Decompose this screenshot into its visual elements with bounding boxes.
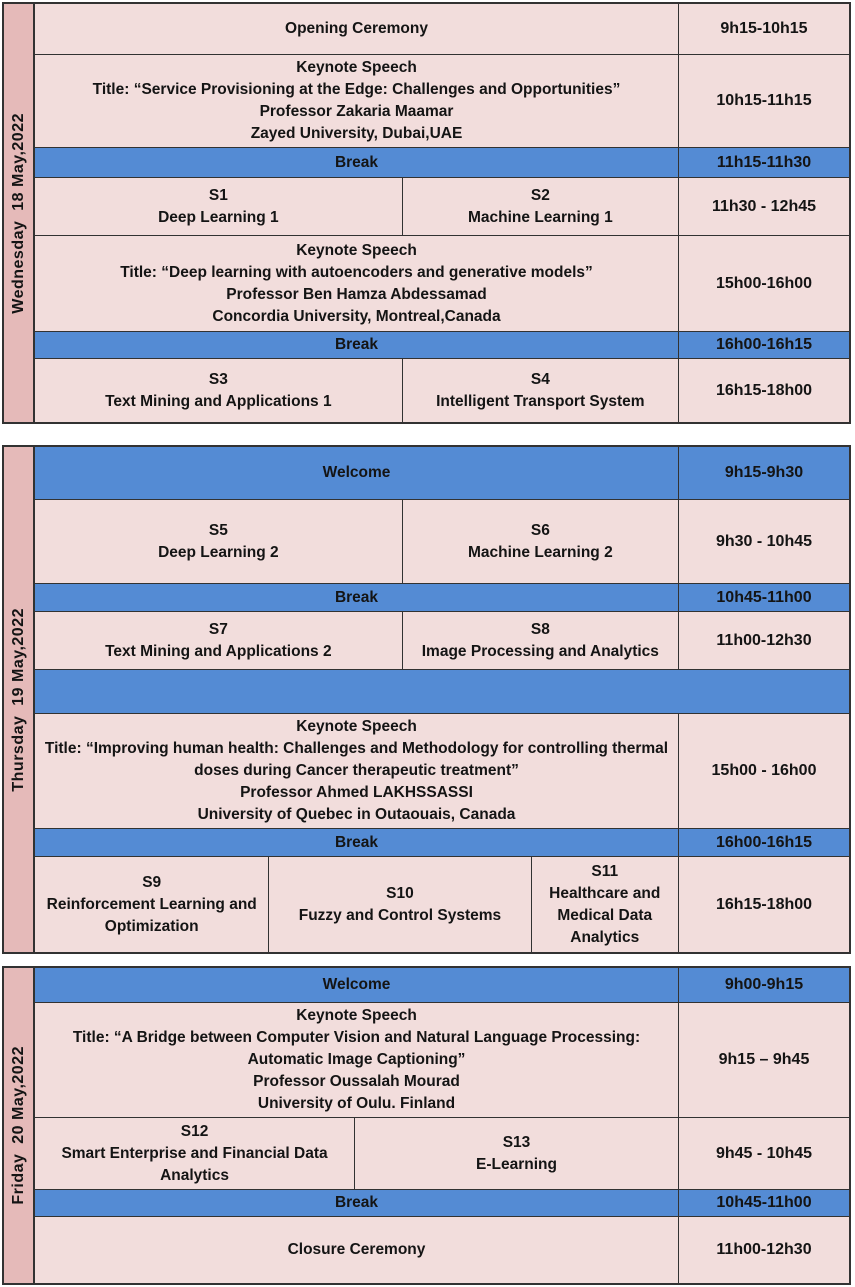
time-text: 9h15-9h30	[724, 464, 804, 481]
time-cell	[679, 178, 849, 235]
schedule-table-friday	[2, 966, 851, 1285]
rows-container	[35, 447, 849, 952]
event-text: Professor Ahmed LAKHSSASSI	[240, 784, 473, 801]
time-cell	[679, 148, 849, 177]
time-cell	[679, 612, 849, 669]
event-text: Closure Ceremony	[287, 1241, 426, 1258]
session-row	[35, 1003, 849, 1118]
row-content	[35, 4, 679, 54]
time-text: 15h00-16h00	[715, 274, 813, 292]
event-text: S2	[530, 186, 550, 204]
time-cell	[679, 359, 849, 422]
time-text: 9h15-10h15	[720, 20, 808, 37]
rows-container	[35, 4, 849, 422]
row-content	[35, 500, 679, 583]
time-cell	[679, 1003, 849, 1117]
break-row	[35, 148, 849, 178]
break-row	[35, 968, 849, 1003]
event-text: Keynote Speech	[296, 1007, 417, 1024]
event-text: Healthcare and Medical Data Analytics	[549, 884, 661, 946]
row-content	[35, 829, 679, 856]
event-cell	[35, 584, 679, 611]
event-cell	[35, 236, 679, 331]
event-text: University of Quebec in Outaouais, Canada	[197, 806, 516, 823]
time-text: 16h15-18h00	[715, 381, 813, 399]
event-text: Concordia University, Montreal,Canada	[212, 307, 501, 325]
event-cell	[35, 148, 679, 177]
event-text: Keynote Speech	[296, 241, 417, 259]
time-text: 11h00-12h30	[716, 1241, 812, 1258]
row-content	[35, 447, 679, 499]
session-row	[35, 236, 849, 332]
time-cell	[679, 857, 849, 952]
time-cell	[679, 829, 849, 856]
event-cell	[35, 4, 679, 54]
event-text: Fuzzy and Control Systems	[298, 906, 502, 924]
event-cell	[35, 670, 849, 713]
event-cell	[532, 857, 679, 952]
event-cell	[35, 178, 403, 235]
session-row	[35, 714, 849, 829]
event-text: Machine Learning 1	[468, 208, 613, 226]
time-text: 10h45-11h00	[716, 1194, 812, 1211]
time-text: 15h00 - 16h00	[711, 762, 817, 779]
event-text: Smart Enterprise and Financial Data Analytics	[61, 1144, 328, 1184]
time-cell	[679, 584, 849, 611]
time-text: 10h45-11h00	[716, 588, 812, 606]
event-text: Text Mining and Applications 2	[105, 642, 332, 660]
event-text: Professor Zakaria Maamar	[259, 103, 454, 120]
event-text: Machine Learning 2	[468, 543, 613, 561]
time-text: 16h15-18h00	[715, 895, 813, 913]
event-cell	[35, 447, 679, 499]
row-content	[35, 148, 679, 177]
event-text: Break	[334, 153, 379, 171]
date-label: Thursday 19 May,2022	[9, 607, 27, 792]
row-content	[35, 857, 679, 952]
event-cell	[403, 612, 679, 669]
row-content	[35, 1003, 679, 1117]
row-content	[35, 612, 679, 669]
schedule-table-thursday	[2, 445, 851, 954]
session-row	[35, 4, 849, 55]
event-text: Deep Learning 2	[158, 543, 279, 561]
time-cell	[679, 968, 849, 1002]
event-cell	[35, 500, 403, 583]
time-cell	[679, 332, 849, 358]
time-cell	[679, 500, 849, 583]
event-text: Title: “Deep learning with autoencoders and generative models”	[120, 263, 593, 281]
event-text: S11	[591, 862, 619, 880]
break-row	[35, 447, 849, 500]
break-row	[35, 1190, 849, 1217]
event-text: S7	[208, 620, 228, 638]
time-cell	[679, 236, 849, 331]
event-cell	[355, 1118, 679, 1189]
session-row	[35, 612, 849, 670]
event-text: Image Processing and Analytics	[421, 642, 659, 660]
date-label: Friday 20 May,2022	[9, 1046, 27, 1205]
row-content	[35, 332, 679, 358]
event-text: S3	[208, 370, 228, 388]
event-text: Welcome	[322, 976, 391, 993]
time-text: 11h30 - 12h45	[711, 197, 817, 215]
event-text: S12	[180, 1122, 209, 1140]
date-column	[4, 968, 35, 1283]
empty-break-row	[35, 670, 849, 714]
event-text: S8	[530, 620, 550, 638]
event-text: University of Oulu. Finland	[257, 1095, 456, 1112]
event-text: S9	[142, 873, 162, 891]
row-content	[35, 670, 849, 713]
time-cell	[679, 1217, 849, 1283]
event-cell	[35, 968, 679, 1002]
row-content	[35, 968, 679, 1002]
date-column	[4, 4, 35, 422]
event-text: S4	[530, 370, 550, 388]
session-row	[35, 359, 849, 422]
session-row	[35, 857, 849, 952]
event-cell	[35, 1190, 679, 1216]
event-text: Keynote Speech	[296, 718, 417, 735]
row-content	[35, 178, 679, 235]
session-row	[35, 1118, 849, 1190]
event-text: Title: “Improving human health: Challenges and Methodology for controlling thermal doses during Cancer therapeutic treatment”	[44, 740, 669, 779]
event-cell	[35, 332, 679, 358]
time-text: 11h15-11h30	[716, 153, 812, 171]
event-text: Intelligent Transport System	[436, 392, 645, 410]
event-cell	[35, 359, 403, 422]
event-cell	[35, 612, 403, 669]
row-content	[35, 236, 679, 331]
time-cell	[679, 447, 849, 499]
rows-container	[35, 968, 849, 1283]
event-cell	[35, 829, 679, 856]
event-cell	[35, 857, 269, 952]
session-row	[35, 55, 849, 148]
event-text: Text Mining and Applications 1	[105, 392, 332, 410]
time-cell	[679, 714, 849, 828]
row-content	[35, 359, 679, 422]
event-text: Opening Ceremony	[285, 20, 428, 37]
time-text: 10h15-11h15	[716, 92, 812, 109]
event-text: Title: “Service Provisioning at the Edge: Challenges and Opportunities”	[92, 81, 621, 98]
event-cell	[35, 1217, 679, 1283]
row-content	[35, 55, 679, 147]
event-text: E-Learning	[476, 1155, 557, 1173]
row-content	[35, 1190, 679, 1216]
time-text: 16h00-16h15	[715, 336, 813, 353]
session-row	[35, 178, 849, 236]
event-text: S13	[502, 1133, 531, 1151]
event-cell	[403, 178, 679, 235]
time-cell	[679, 1190, 849, 1216]
event-text: Title: “A Bridge between Computer Vision and Natural Language Processing: Automatic Image Captioning”	[72, 1029, 641, 1068]
event-text: S5	[208, 521, 228, 539]
event-cell	[35, 1003, 679, 1117]
time-text: 9h00-9h15	[724, 976, 804, 993]
row-content	[35, 1217, 679, 1283]
row-content	[35, 1118, 679, 1189]
time-cell	[679, 1118, 849, 1189]
event-text: S10	[386, 884, 414, 902]
event-cell	[35, 55, 679, 147]
time-cell	[679, 4, 849, 54]
event-cell	[35, 714, 679, 828]
event-text: Break	[334, 588, 379, 606]
event-text: Break	[334, 833, 379, 851]
time-text: 9h15 – 9h45	[718, 1051, 810, 1068]
time-text: 16h00-16h15	[715, 833, 813, 851]
event-text: Zayed University, Dubai,UAE	[250, 125, 463, 142]
break-row	[35, 332, 849, 359]
event-text: Welcome	[322, 464, 391, 481]
time-text: 9h30 - 10h45	[715, 532, 813, 550]
event-text: Professor Ben Hamza Abdessamad	[226, 285, 487, 303]
event-cell	[35, 1118, 355, 1189]
time-text: 11h00-12h30	[716, 631, 812, 649]
event-text: S6	[530, 521, 550, 539]
time-text: 9h45 - 10h45	[715, 1144, 813, 1162]
event-text: S1	[208, 186, 228, 204]
time-cell	[679, 55, 849, 147]
event-text: Deep Learning 1	[158, 208, 279, 226]
event-text: Reinforcement Learning and Optimization	[46, 895, 257, 935]
event-text: Keynote Speech	[296, 59, 417, 76]
event-cell	[269, 857, 531, 952]
event-text: Break	[334, 1194, 379, 1211]
schedule-table-wednesday	[2, 2, 851, 424]
break-row	[35, 584, 849, 612]
event-cell	[403, 500, 679, 583]
event-cell	[403, 359, 679, 422]
event-text: Professor Oussalah Mourad	[253, 1073, 460, 1090]
date-label: Wednesday 18 May,2022	[9, 112, 27, 314]
session-row	[35, 1217, 849, 1283]
date-column	[4, 447, 35, 952]
row-content	[35, 714, 679, 828]
session-row	[35, 500, 849, 584]
row-content	[35, 584, 679, 611]
break-row	[35, 829, 849, 857]
event-text: Break	[334, 336, 379, 353]
